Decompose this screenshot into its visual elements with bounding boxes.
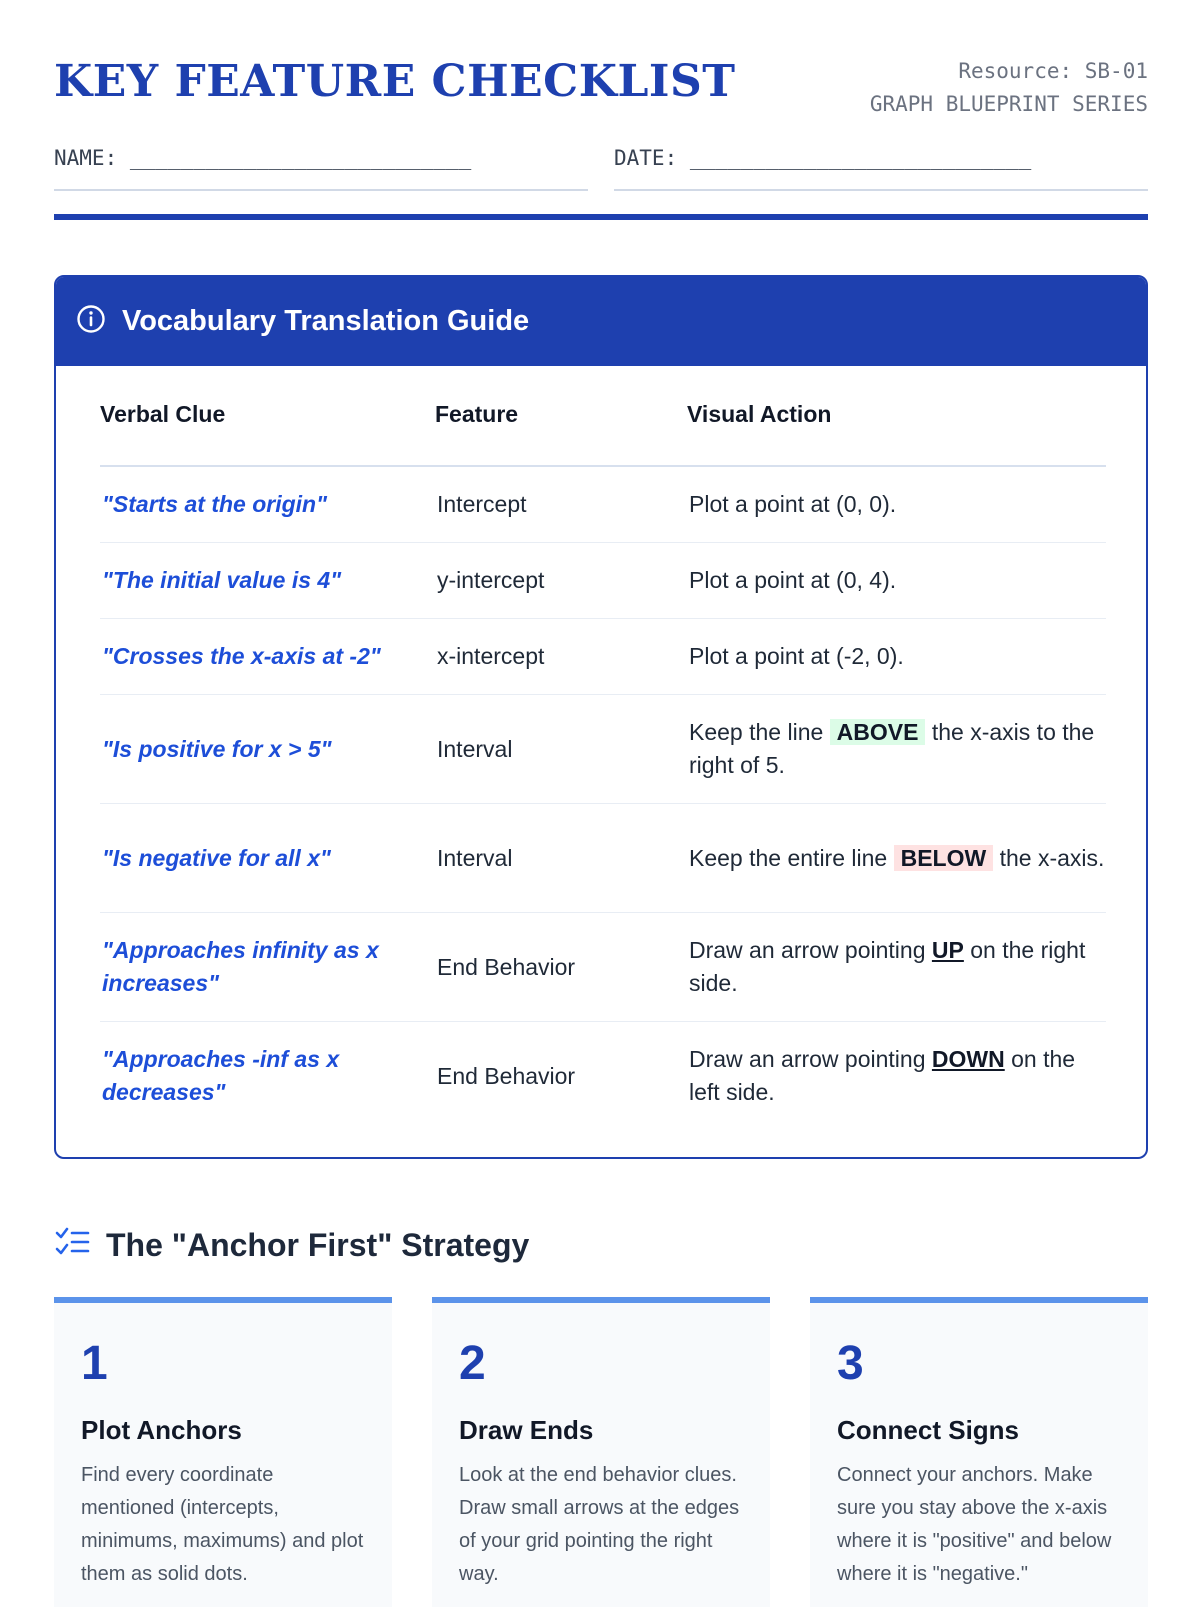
strategy-step-3: [810, 1297, 1148, 1607]
visual-action: Plot a point at (-2, 0).: [687, 619, 1106, 695]
step-text: Connect your anchors. Make sure you stay above the x-axis where it is "positive" and below where it is "negative.": [837, 1464, 1112, 1585]
column-header-feature: Feature: [435, 390, 687, 466]
series-name: GRAPH BLUEPRINT SERIES: [869, 92, 1148, 116]
up-keyword: UP: [931, 937, 964, 963]
step-text: Look at the end behavior clues. Draw small arrows at the edges of your grid pointing the right way.: [459, 1464, 740, 1585]
table-row: [100, 1022, 1106, 1131]
above-highlight: ABOVE: [830, 719, 926, 745]
column-header-action: Visual Action: [687, 390, 1106, 466]
step-text: Find every coordinate mentioned (intercepts, minimums, maximums) and plot them as solid dots.: [81, 1464, 364, 1585]
checklist-icon: [54, 1225, 90, 1266]
below-highlight: BELOW: [894, 845, 994, 871]
step-number: 2: [459, 1337, 486, 1390]
feature: Interval: [435, 695, 687, 804]
visual-action: Plot a point at (0, 4).: [687, 543, 1106, 619]
column-header-clue: Verbal Clue: [100, 390, 435, 466]
verbal-clue: "Crosses the x-axis at -2": [100, 619, 435, 695]
vocabulary-table: [100, 390, 1106, 1130]
verbal-clue: "Is positive for x > 5": [100, 695, 435, 804]
step-number: 1: [81, 1337, 108, 1390]
vocabulary-card-header: [56, 277, 1146, 366]
visual-action: Plot a point at (0, 0).: [687, 466, 1106, 543]
table-row: [100, 804, 1106, 913]
visual-action: [687, 695, 1106, 804]
visual-action: [687, 913, 1106, 1022]
action-text: the x-axis.: [993, 844, 1105, 871]
strategy-title: The "Anchor First" Strategy: [106, 1227, 530, 1263]
action-text: on the left side.: [689, 1046, 1076, 1105]
name-field[interactable]: NAME: ___________________________: [54, 146, 588, 191]
table-row: [100, 543, 1106, 619]
feature: End Behavior: [435, 913, 687, 1022]
date-field[interactable]: DATE: ___________________________: [614, 146, 1148, 191]
table-row: [100, 619, 1106, 695]
down-keyword: DOWN: [931, 1046, 1005, 1072]
action-text: on the right side.: [689, 937, 1086, 996]
visual-action: [687, 804, 1106, 913]
header-divider: [54, 214, 1148, 220]
table-row: [100, 466, 1106, 543]
resource-meta: [870, 55, 1148, 121]
feature: y-intercept: [435, 543, 687, 619]
feature: End Behavior: [437, 1062, 576, 1089]
strategy-step-1: [54, 1297, 392, 1607]
feature: x-intercept: [435, 619, 687, 695]
resource-id: Resource: SB-01: [958, 59, 1148, 83]
verbal-clue: "Is negative for all x": [100, 804, 435, 913]
step-title: Plot Anchors: [81, 1415, 242, 1445]
action-text: Keep the line: [689, 719, 830, 745]
page-title: KEY FEATURE CHECKLIST: [54, 56, 736, 107]
worksheet-header: [54, 0, 1148, 220]
visual-action: [687, 1022, 1106, 1131]
worksheet-page: [54, 0, 1148, 1585]
feature: Intercept: [435, 466, 687, 543]
step-title: Connect Signs: [837, 1415, 1020, 1445]
step-number: 3: [837, 1337, 864, 1390]
strategy-heading: [54, 1225, 529, 1266]
feature: Interval: [435, 804, 687, 913]
vocabulary-title: Vocabulary Translation Guide: [122, 305, 530, 337]
step-title: Draw Ends: [459, 1415, 594, 1445]
action-text: the x-axis to the right of 5.: [689, 719, 1095, 778]
strategy-step-2: [432, 1297, 770, 1607]
verbal-clue: "Approaches infinity as x increases": [100, 913, 435, 1022]
verbal-clue: "Starts at the origin": [100, 466, 435, 543]
table-row: [100, 695, 1106, 804]
action-text: Draw an arrow pointing: [689, 937, 932, 963]
action-text: Keep the entire line: [689, 844, 894, 871]
verbal-clue: "Approaches -inf as x decreases": [102, 1046, 340, 1105]
info-icon: [76, 304, 106, 339]
table-row: [100, 913, 1106, 1022]
table-header-row: [100, 390, 1106, 466]
verbal-clue: "The initial value is 4": [100, 543, 435, 619]
vocabulary-card: [54, 275, 1148, 1159]
action-text: Draw an arrow pointing: [689, 1046, 932, 1072]
